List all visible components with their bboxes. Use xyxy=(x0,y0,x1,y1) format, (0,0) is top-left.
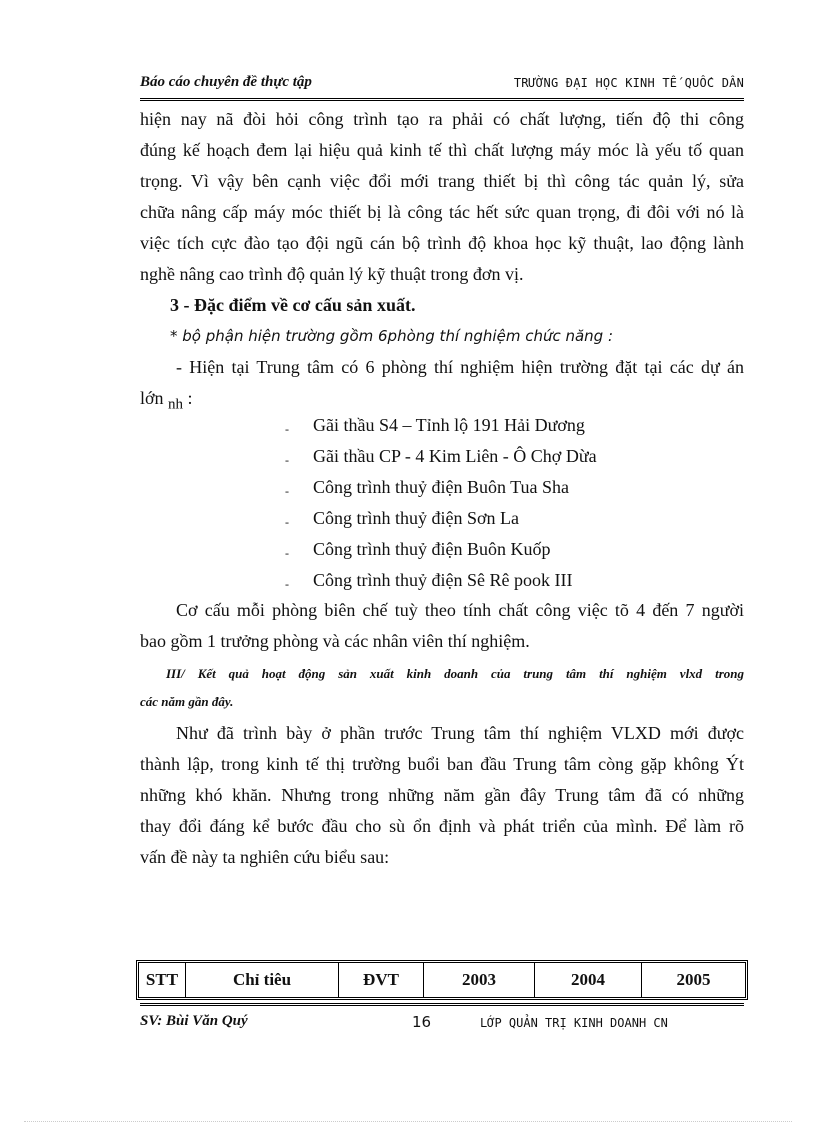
list-item xyxy=(283,410,723,441)
list-item xyxy=(283,472,723,503)
list-item xyxy=(283,565,723,596)
text-fragment: : xyxy=(183,388,193,408)
table-header-cell: STT xyxy=(145,970,179,989)
section-3-title: 3 - Đặc điểm về cơ cấu sản xuất. xyxy=(170,295,416,315)
text-line: đúng kế hoạch đem lại hiệu quả kinh tế thì chất lượng máy móc là yếu tố quan xyxy=(140,140,744,160)
text-line: trọng. Vì vậy bên cạnh việc đổi mới trang thiết bị thì công tác quản lý, sửa xyxy=(140,171,744,191)
table-header-cell: 2005 xyxy=(641,963,745,997)
results-table xyxy=(136,960,748,1000)
table-header-cell: 2003 xyxy=(423,963,534,997)
list-item xyxy=(283,441,723,472)
section-iii-title xyxy=(140,660,744,716)
text-line: Như đã trình bày ở phần trước Trung tâm thí nghiệm VLXD mới được xyxy=(176,723,744,743)
lab-location-list xyxy=(283,410,723,596)
text-line: Cơ cấu mỗi phòng biên chế tuỳ theo tính chất công việc tõ 4 đến 7 người xyxy=(176,600,744,620)
page-footer xyxy=(140,1003,744,1030)
text-line: thay đổi đáng kể bước đầu cho sù ổn định và phát triển của mình. Để làm rõ xyxy=(140,816,744,836)
list-item-text: Gãi thầu S4 – Tỉnh lộ 191 Hải Dương xyxy=(313,415,585,435)
text-line: những khó khăn. Nhưng trong những năm gần đây Trung tâm đã có những xyxy=(140,785,744,805)
table-header-cell: 2004 xyxy=(534,963,641,997)
page-edge-divider xyxy=(24,1121,792,1122)
text-line: việc tích cực đào tạo đội ngũ cán bộ trình độ khoa học kỹ thuật, lao động lành xyxy=(140,233,744,253)
text-line: chữa nâng cấp máy móc thiết bị là công tác hết sức quan trọng, đi đôi với nó là xyxy=(140,202,744,222)
text-line: thành lập, trong kinh tế thị trường buổi ban đầu Trung tâm còng gặp không Ýt xyxy=(140,754,744,774)
text-line: vấn đề này ta nghiên cứu biểu sau: xyxy=(140,847,390,867)
structure-paragraph xyxy=(140,595,744,657)
heading-line: các năm gần đây. xyxy=(140,694,234,709)
table-header-cell: ĐVT xyxy=(338,963,423,997)
bullet-dash: - xyxy=(285,453,289,467)
text-line: hiện nay nã đòi hỏi công trình tạo ra phải có chất lượng, tiến độ thi công xyxy=(140,109,744,129)
text-fragment: lớn xyxy=(140,388,164,408)
student-name: SV: Bùi Văn Quý xyxy=(140,1013,248,1029)
bullet-dash: - xyxy=(285,515,289,529)
page-number: 16 xyxy=(412,1013,432,1031)
bullet-dash: - xyxy=(285,484,289,498)
list-item xyxy=(283,534,723,565)
closing-paragraph xyxy=(140,718,744,873)
text-fragment-subscript: nh xyxy=(168,396,184,413)
list-item-text: Công trình thuỷ điện Sơn La xyxy=(313,508,520,528)
table-header-cell: Chỉ tiêu xyxy=(185,963,338,997)
page-header xyxy=(140,74,744,101)
bullet-dash: - xyxy=(285,577,289,591)
text-line: nghề nâng cao trình độ quản lý kỹ thuật trong đơn vị. xyxy=(140,264,524,284)
section-3-subtitle: * bộ phận hiện trường gồm 6phòng thí nghiệm chức năng : xyxy=(170,327,614,345)
text-line: bao gồm 1 trưởng phòng và các nhân viên thí nghiệm. xyxy=(140,631,530,651)
report-title: Báo cáo chuyên đề thực tập xyxy=(140,74,312,90)
list-item-text: Công trình thuỷ điện Sê Rê pook III xyxy=(313,570,573,590)
intro-paragraph xyxy=(140,104,744,421)
list-item-text: Công trình thuỷ điện Buôn Kuốp xyxy=(313,539,551,559)
list-item-text: Công trình thuỷ điện Buôn Tua Sha xyxy=(313,477,570,497)
heading-line: III/ Kết quả hoạt động sản xuất kinh doanh của trung tâm thí nghiệm vlxd trong xyxy=(166,666,744,681)
university-name: TRƯỜNG ĐẠI HỌC KINH TẾ QUỐC DÂN xyxy=(513,76,744,90)
bullet-dash: - xyxy=(285,546,289,560)
list-item-text: Gãi thầu CP - 4 Kim Liên - Ô Chợ Dừa xyxy=(313,446,597,466)
bullet-dash: - xyxy=(285,422,289,436)
class-name: LỚP QUẢN TRỊ KINH DOANH CN xyxy=(480,1016,668,1030)
text-line: - Hiện tại Trung tâm có 6 phòng thí nghiệm hiện trường đặt tại các dự án xyxy=(176,357,744,377)
table-header-row xyxy=(139,963,745,997)
list-item xyxy=(283,503,723,534)
